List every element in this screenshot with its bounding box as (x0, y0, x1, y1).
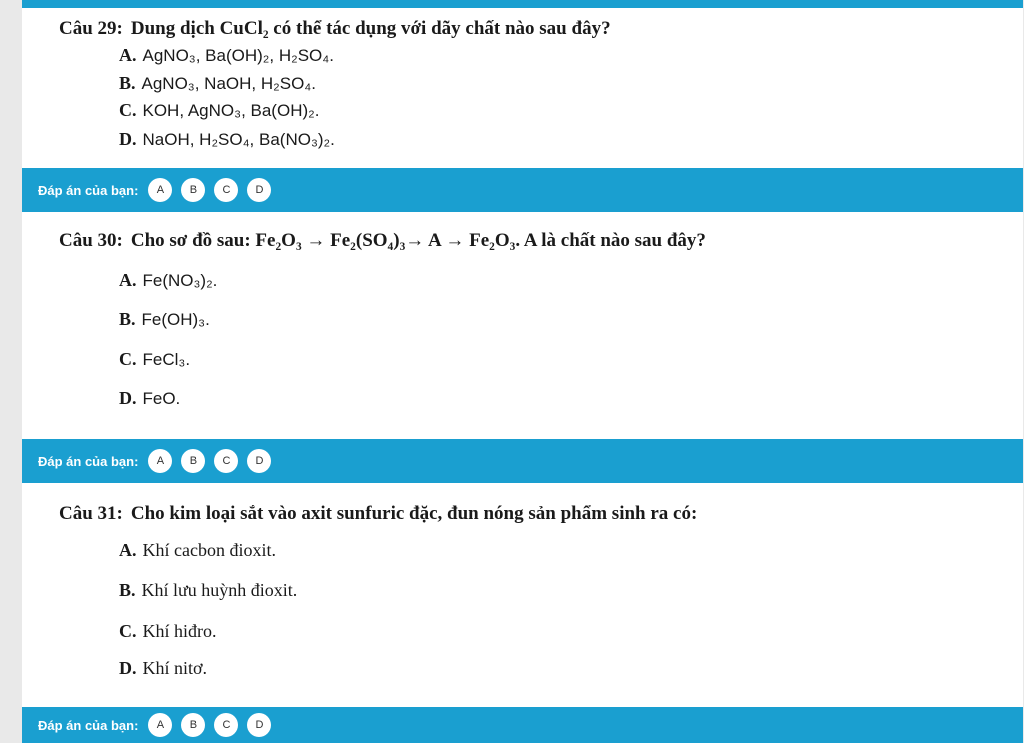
question-30-option-c: C. FeCl₃. (119, 349, 191, 369)
choice-d-button[interactable]: D (247, 713, 271, 737)
question-31-option-d: D. Khí nitơ. (119, 658, 208, 678)
answer-label: Đáp án của bạn: (38, 717, 139, 733)
question-30-title: Câu 30: Cho sơ đồ sau: Fe₂O₃ → Fe₂(SO₄)₃→ A → Fe₂O₃. A là chất nào sau đây? (59, 230, 706, 251)
answer-bar-29 (22, 168, 1023, 212)
answer-label: Đáp án của bạn: (38, 453, 139, 469)
question-29-option-c: C. KOH, AgNO₃, Ba(OH)₂. (119, 100, 320, 120)
answer-bar-31 (22, 707, 1023, 743)
question-31-option-c: C. Khí hiđro. (119, 621, 217, 641)
quiz-page (22, 0, 1023, 743)
question-31-title: Câu 31: Cho kim loại sắt vào axit sunfuric đặc, đun nóng sản phẩm sinh ra có: (59, 503, 698, 524)
question-31-option-a: A. Khí cacbon đioxit. (119, 540, 276, 560)
question-30-option-a: A. Fe(NO₃)₂. (119, 270, 218, 290)
choice-d-button[interactable]: D (247, 449, 271, 473)
question-30-option-d: D. FeO. (119, 388, 181, 408)
top-accent-bar (22, 0, 1023, 8)
answer-label: Đáp án của bạn: (38, 182, 139, 198)
choice-b-button[interactable]: B (181, 178, 205, 202)
choice-b-button[interactable]: B (181, 449, 205, 473)
question-29-title: Câu 29: Dung dịch CuCl₂ có thể tác dụng với dãy chất nào sau đây? (59, 18, 611, 39)
choice-c-button[interactable]: C (214, 178, 238, 202)
choice-a-button[interactable]: A (148, 713, 172, 737)
choice-c-button[interactable]: C (214, 713, 238, 737)
question-29-option-d: D. NaOH, H₂SO₄, Ba(NO₃)₂. (119, 129, 335, 149)
answer-bar-30 (22, 439, 1023, 483)
choice-c-button[interactable]: C (214, 449, 238, 473)
choice-d-button[interactable]: D (247, 178, 271, 202)
choice-a-button[interactable]: A (148, 178, 172, 202)
question-30-option-b: B. Fe(OH)₃. (119, 309, 210, 329)
question-31-option-b: B. Khí lưu huỳnh đioxit. (119, 580, 298, 600)
choice-b-button[interactable]: B (181, 713, 205, 737)
question-29-option-b: B. AgNO₃, NaOH, H₂SO₄. (119, 73, 316, 93)
choice-a-button[interactable]: A (148, 449, 172, 473)
question-29-option-a: A. AgNO₃, Ba(OH)₂, H₂SO₄. (119, 45, 334, 65)
